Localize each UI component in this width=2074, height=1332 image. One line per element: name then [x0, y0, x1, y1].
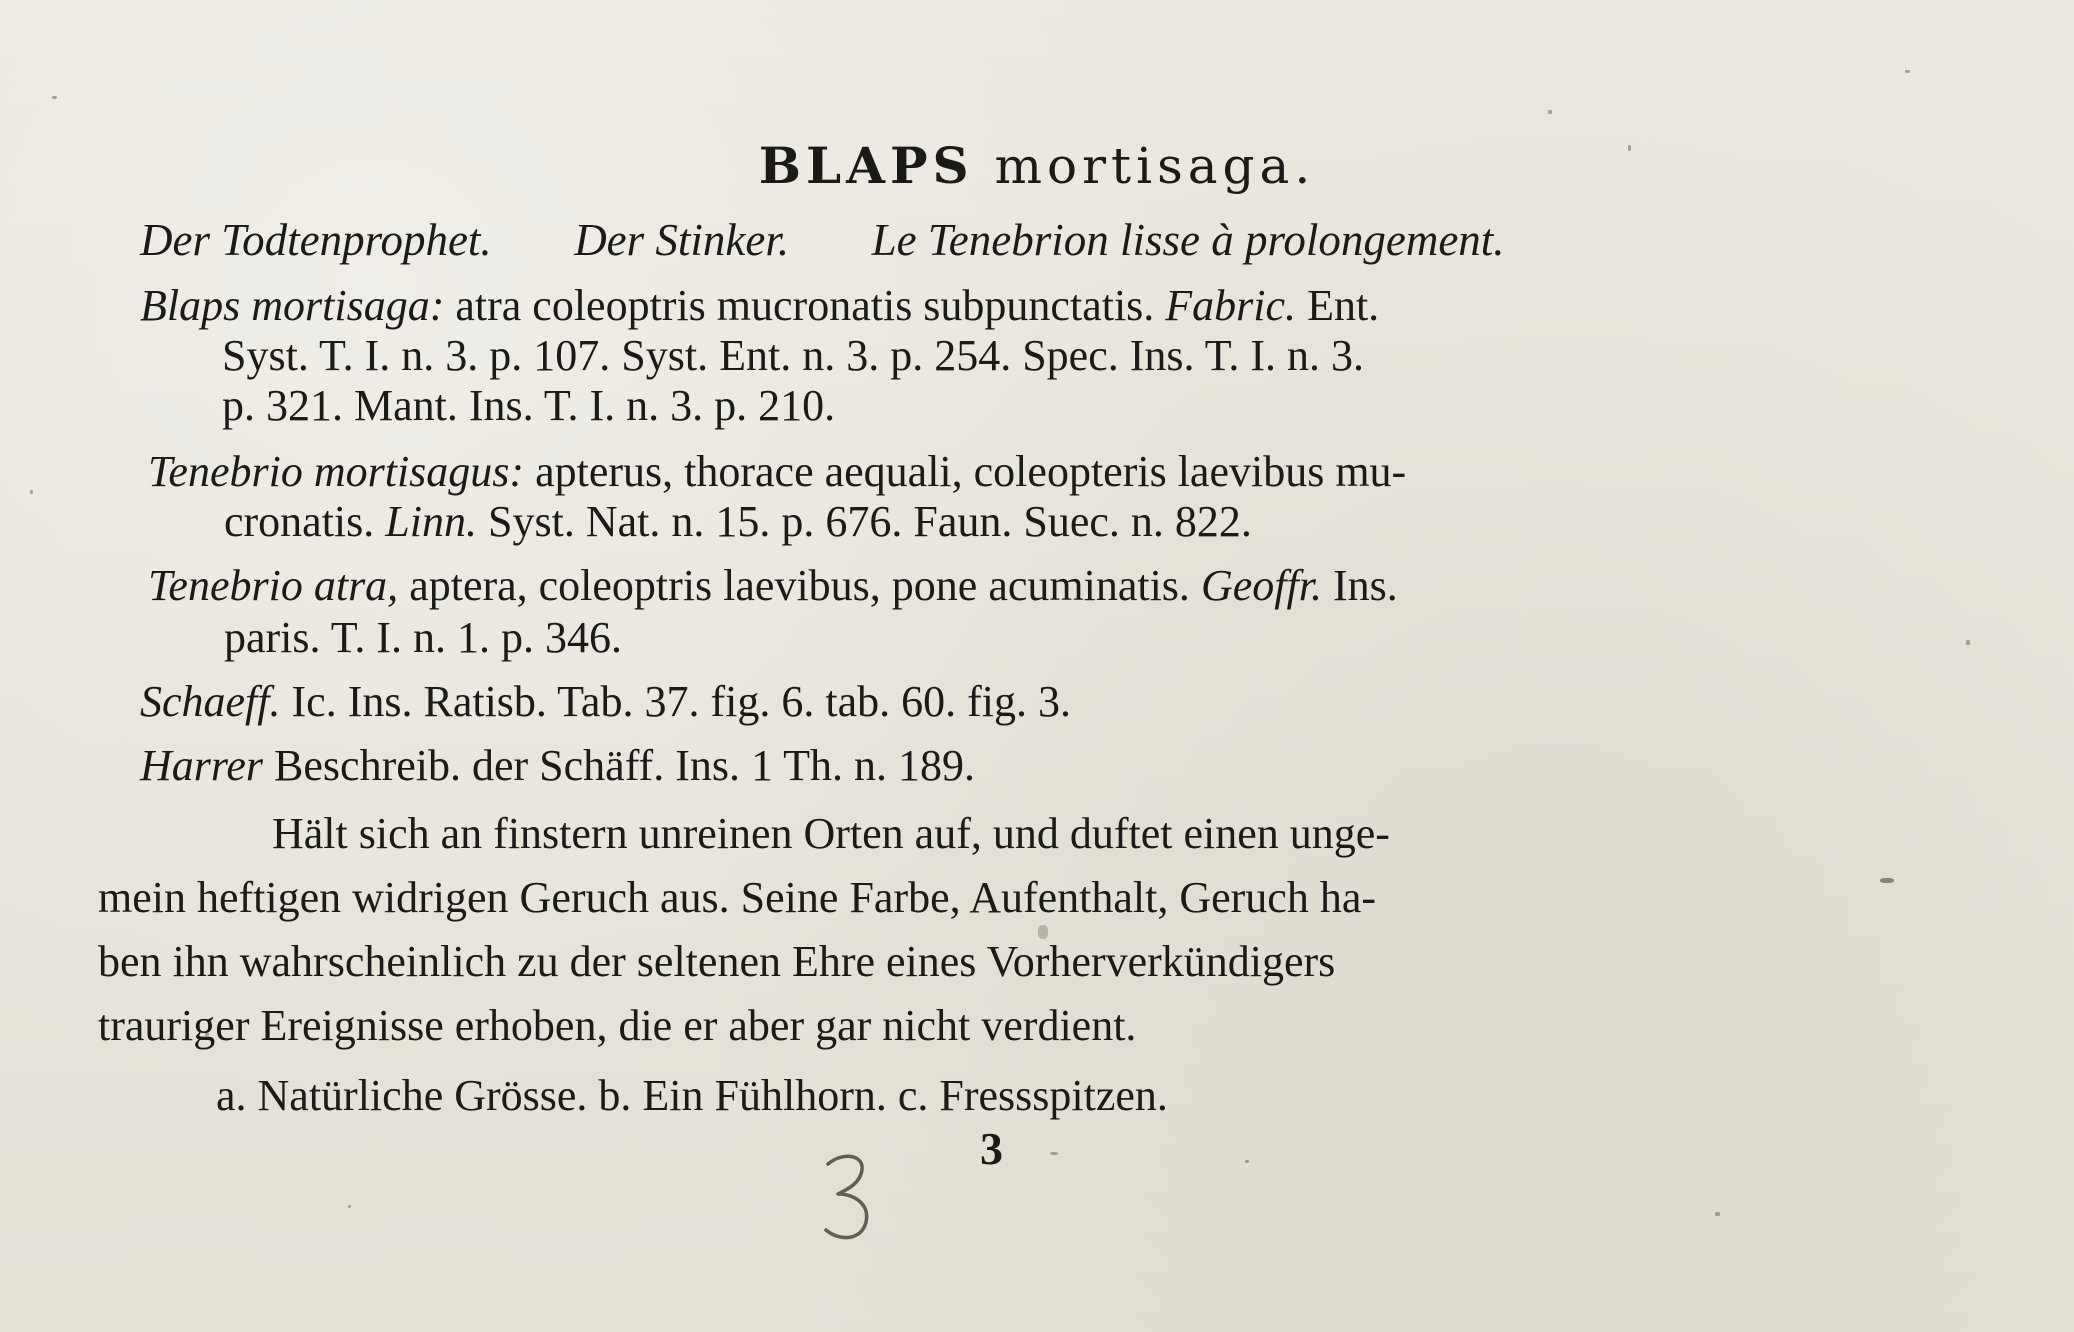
- synonymy-linnaeus-line-2: [224, 497, 1252, 546]
- synonymy-harrer-line: [140, 741, 976, 790]
- paper-speck: [1715, 1212, 1720, 1216]
- synonym-description: atra coleoptris mucronatis subpunctatis.: [444, 281, 1166, 330]
- figure-legend: a. Natürliche Grösse. b. Ein Fühlhorn. c. Fressspitzen.: [216, 1071, 1168, 1120]
- paper-speck: [1245, 1160, 1249, 1163]
- synonym-description: apterus, thorace aequali, coleopteris laevibus mu-: [524, 447, 1407, 496]
- reference-text: Ent.: [1296, 281, 1380, 330]
- author-name: Linn.: [385, 497, 477, 546]
- genus-name: BLAPS: [758, 136, 974, 195]
- paper-speck: [1966, 640, 1970, 645]
- author-name: Schaeff.: [140, 677, 281, 726]
- reference-text: Syst. Nat. n. 15. p. 676. Faun. Suec. n. 822.: [477, 497, 1252, 546]
- common-name-2: Der Stinker.: [574, 215, 790, 265]
- synonymy-geoffroy-line-2: paris. T. I. n. 1. p. 346.: [224, 613, 622, 662]
- description-line-1: Hält sich an finstern unreinen Orten auf, und duftet einen unge-: [272, 809, 1390, 858]
- synonymy-schaeffer-line: [140, 677, 1071, 726]
- paper-speck: [1548, 110, 1552, 114]
- common-name-3: Le Tenebrion lisse à prolongement.: [871, 215, 1505, 265]
- description-line-3: ben ihn wahrscheinlich zu der seltenen Ehre eines Vorherverkündigers: [98, 937, 1336, 986]
- species-title: [0, 136, 2074, 195]
- synonymy-linnaeus-line-1: [148, 447, 1407, 496]
- author-name: Harrer: [140, 741, 264, 790]
- description-line-2: mein heftigen widrigen Geruch aus. Seine Farbe, Aufenthalt, Geruch ha-: [98, 873, 1377, 922]
- paper-speck: [1050, 1152, 1058, 1155]
- synonymy-fabricius-line-3: p. 321. Mant. Ins. T. I. n. 3. p. 210.: [222, 381, 836, 430]
- paper-speck: [1880, 878, 1894, 883]
- handwritten-number-3-icon: [818, 1150, 878, 1246]
- common-names-line: [140, 215, 1505, 265]
- synonym-name: Tenebrio mortisagus:: [148, 447, 525, 496]
- paper-speck: [1905, 70, 1910, 73]
- common-name-1: Der Todtenprophet.: [140, 215, 492, 265]
- synonym-name: Tenebrio atra,: [148, 561, 399, 610]
- author-name: Fabric.: [1165, 281, 1297, 330]
- synonym-description: aptera, coleoptris laevibus, pone acuminatis.: [398, 561, 1201, 610]
- reference-text: Beschreib. der Schäff. Ins. 1 Th. n. 189.: [263, 741, 976, 790]
- species-epithet: mortisaga.: [994, 137, 1316, 195]
- description-line-4: trauriger Ereignisse erhoben, die er aber gar nicht verdient.: [98, 1001, 1137, 1050]
- reference-text: Ic. Ins. Ratisb. Tab. 37. fig. 6. tab. 60. fig. 3.: [280, 677, 1071, 726]
- author-name: Geoffr.: [1200, 561, 1322, 610]
- page-number: 3: [980, 1123, 1003, 1174]
- reference-text: Ins.: [1321, 561, 1398, 610]
- paper-speck: [348, 1205, 351, 1208]
- paper-speck: [30, 490, 33, 494]
- description-continuation: cronatis.: [224, 497, 386, 546]
- synonymy-fabricius-line-2: Syst. T. I. n. 3. p. 107. Syst. Ent. n. 3. p. 254. Spec. Ins. T. I. n. 3.: [222, 331, 1364, 380]
- synonymy-geoffroy-line-1: [148, 561, 1398, 610]
- synonymy-fabricius-line-1: [140, 281, 1380, 330]
- paper-speck: [52, 96, 57, 99]
- synonym-name: Blaps mortisaga:: [140, 281, 445, 330]
